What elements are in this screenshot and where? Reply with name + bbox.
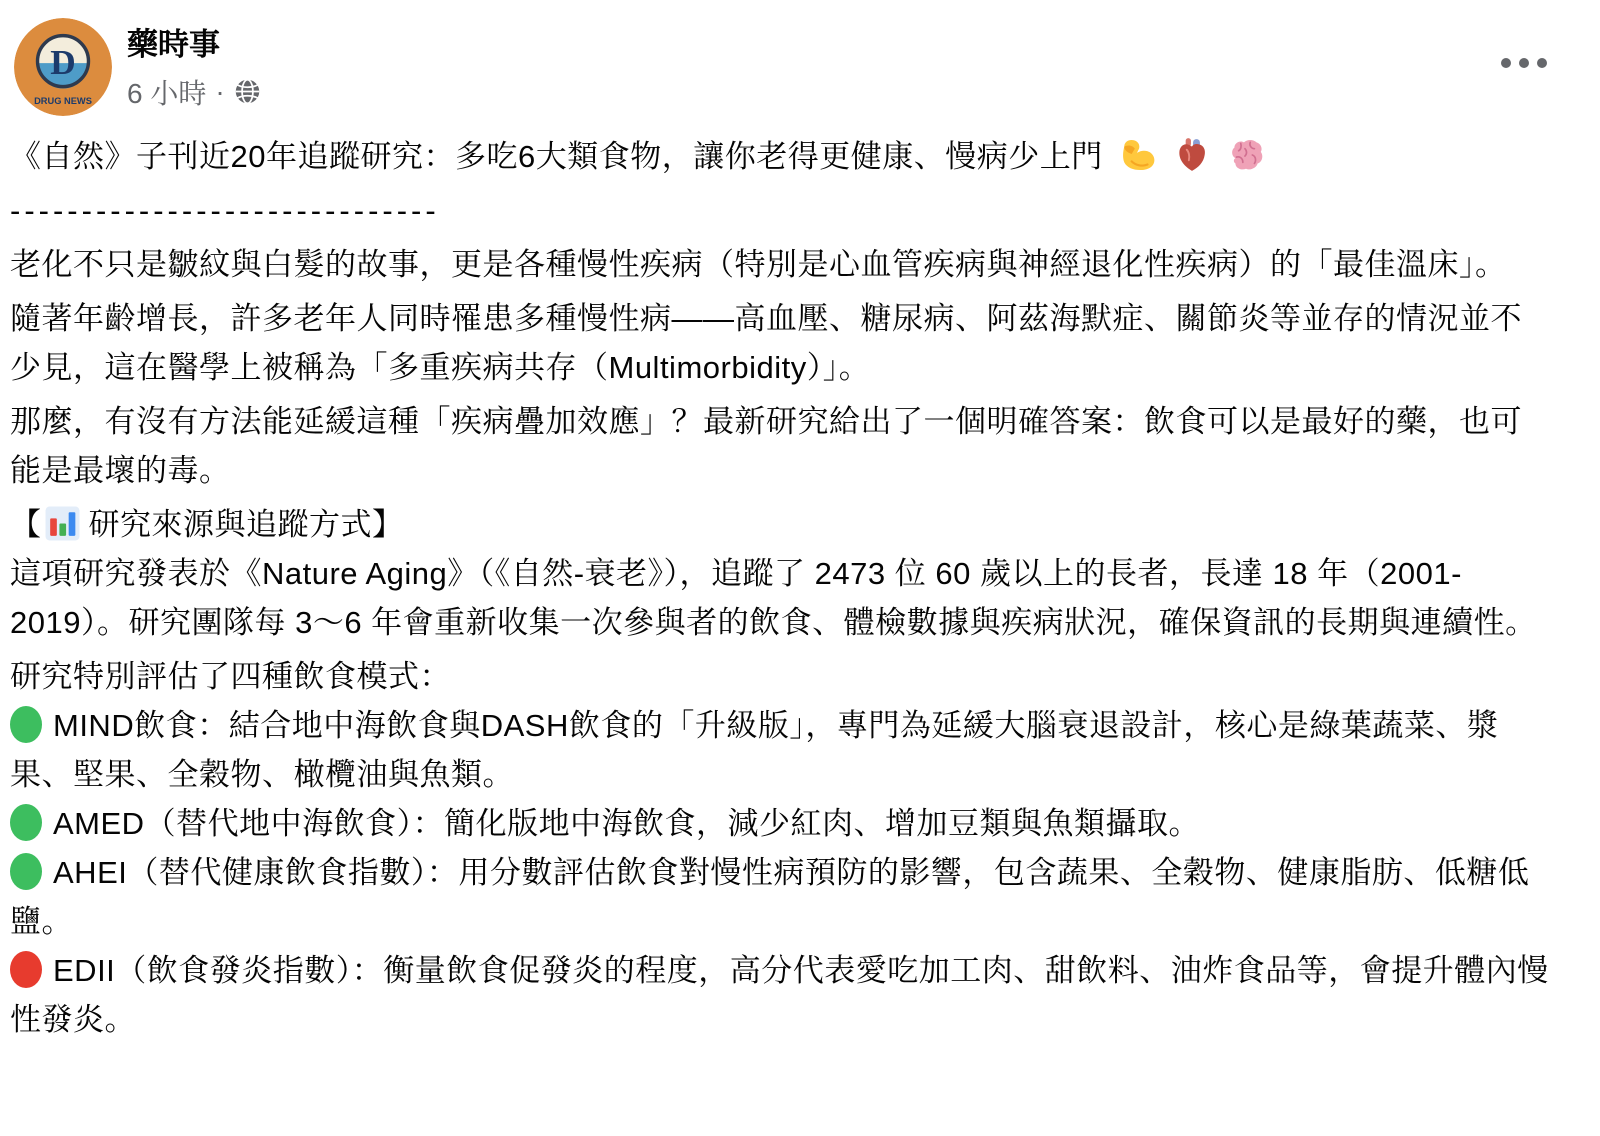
research-heading: [10, 500, 1550, 549]
post-header: [14, 18, 261, 116]
anatomical-heart-icon: [1173, 136, 1211, 174]
dashed-divider: ------------------------------: [10, 193, 440, 228]
brain-icon: [1227, 136, 1265, 174]
research-section: [10, 500, 1550, 647]
diet-text: MIND飲食：結合地中海飲食與DASH飲食的「升級版」，專門為延緩大腦衰退設計，核心是綠葉蔬菜、漿果、堅果、全穀物、橄欖油與魚類。: [10, 708, 1499, 792]
paragraph-diet-answer: 那麼，有沒有方法能延緩這種「疾病疊加效應」？最新研究給出了一個明確答案：飲食可以是最好的藥，也可能是最壞的毒。: [10, 404, 1522, 488]
green-circle-icon: [10, 804, 42, 841]
diet-text: AMED（替代地中海飲食）：簡化版地中海飲食，減少紅肉、增加豆類與魚類攝取。: [53, 806, 1201, 841]
more-options-button[interactable]: [1500, 52, 1548, 74]
svg-text:DRUG NEWS: DRUG NEWS: [34, 96, 92, 107]
diet-line-mind: [10, 701, 1550, 799]
paragraph-multimorbidity: 隨著年齡增長，許多老年人同時罹患多種慢性病——高血壓、糖尿病、阿茲海默症、關節炎等並存的情況並不少見，這在醫學上被稱為「多重疾病共存（Multimorbidity）」。: [10, 301, 1522, 385]
header-info: [127, 18, 261, 112]
research-heading-text: 研究來源與追蹤方式】: [88, 507, 404, 542]
diet-line-edii: [10, 946, 1550, 1044]
svg-text:D: D: [50, 42, 76, 82]
diet-line-amed: [10, 799, 1550, 848]
post-title: 《自然》子刊近20年追蹤研究：多吃6大類食物，讓你老得更健康、慢病少上門: [10, 139, 1103, 174]
red-circle-icon: [10, 951, 42, 988]
paragraph-aging: 老化不只是皺紋與白髮的故事，更是各種慢性疾病（特別是心血管疾病與神經退化性疾病）的「最佳溫床」。: [10, 247, 1507, 282]
post-body: [10, 132, 1550, 1049]
flexed-biceps-icon: [1119, 136, 1157, 174]
diet-section: [10, 652, 1550, 1044]
diet-text: AHEI（替代健康飲食指數）：用分數評估飲食對慢性病預防的影響，包含蔬果、全穀物、健康脂肪、低糖低鹽。: [10, 855, 1530, 939]
heading-open-bracket: 【: [10, 507, 42, 542]
page-avatar[interactable]: [14, 18, 112, 116]
green-circle-icon: [10, 706, 42, 743]
timestamp[interactable]: 6 小時: [127, 77, 207, 109]
diet-line-ahei: [10, 848, 1550, 946]
bar-chart-icon: [44, 505, 81, 542]
page-name[interactable]: 藥時事: [127, 27, 220, 62]
green-circle-icon: [10, 853, 42, 890]
globe-icon: [234, 78, 261, 105]
diet-text: EDII（飲食發炎指數）：衡量飲食促發炎的程度，高分代表愛吃加工肉、甜飲料、油炸食品等，會提升體內慢性發炎。: [10, 953, 1549, 1037]
three-dots-icon: [1500, 57, 1548, 69]
diet-intro: 研究特別評估了四種飲食模式：: [10, 659, 451, 694]
post-title-line: [10, 132, 1550, 181]
research-body: 這項研究發表於《Nature Aging》（《自然-衰老》），追蹤了 2473 位 60 歲以上的長者，長達 18 年（2001-2019）。研究團隊每 3～6 年會重新收集一次參與者的飲食、體檢數據與疾病狀況，確保資訊的長期與連續性。: [10, 556, 1537, 640]
meta-separator: ·: [215, 75, 225, 107]
post-meta: [127, 72, 261, 112]
